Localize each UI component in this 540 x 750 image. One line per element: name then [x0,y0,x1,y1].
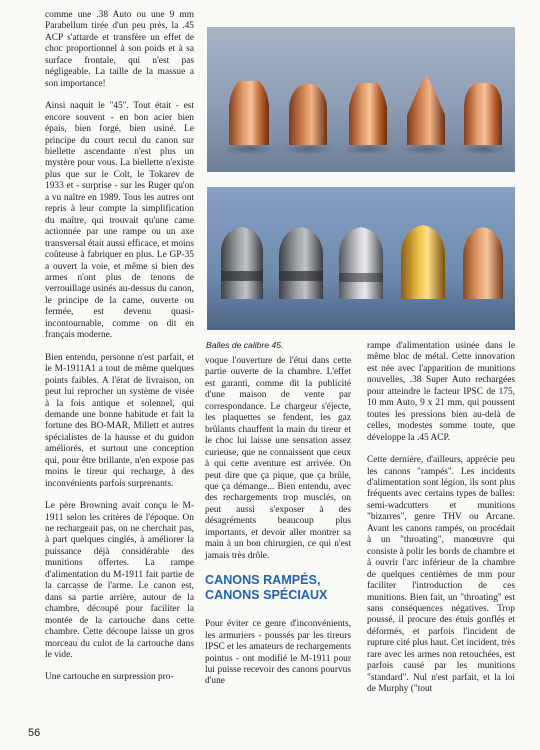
photo-copper-bullets [207,27,515,172]
paragraph: comme une .38 Auto ou une 9 mm Parabellum tirée d'un peu près, la .45 ACP s'attarde et transfère un effet de choc proportionnel à son poids et à sa surface frontale, qui n'est pas négligeable. La taille de la massue a son importance! [45,10,194,89]
copper-bullets-image [207,27,515,172]
right-column [367,341,515,707]
paragraph: rampe d'alimentation usinée dans le même bloc de métal. Cette innovation est née avec l'apparition de munitions nouvelles, .38 Super Auto rechargées pour atteindre le facteur IPSC de 175, 10 mm Auto, 9 x 21 mm, qui poussent toutes les pressions bien au-delà de celles, modestes somme toute, que développe la .45 ACP. [367,341,515,443]
left-column [45,10,194,695]
paragraph: Pour éviter ce genre d'inconvénients, les armuriers - poussés par les tireurs IPSC et les amateurs de rechargements pointus - ont modifié le M-1911 pour lui puisse recevoir des canons pourvus d'une [205,619,351,687]
section-heading: CANONS RAMPÉS, CANONS SPÉCIAUX [205,573,328,603]
paragraph: Bien entendu, personne n'est parfait, et le M-1911A1 a tout de même quelques points faibles. A l'état de livraison, on peut lui reprocher un système de visée à la fois antique et solennel, qui demande une bonne habitude et fait la fortune des BO-MAR, Millett et autres spécialistes de la hausse et du guidon améliorés, et surtout une conception qui, pour être brillante, n'en expose pas moins le tireur qui recharge, à des inconvénients parfois surprenants. [45,352,194,489]
page-number: 56 [28,727,41,739]
paragraph: voque l'ouverture de l'étui dans cette partie ouverte de la chambre. L'effet est garanti, comme dit la publicité d'une maison de vente par correspondance. Le chargeur s'éjecte, les plaquettes se fendent, les gaz brûlants chauffent la main du tireur et le choc lui laisse une sensation assez curieuse, que ne connaissent que ceux à qui cette aventure est arrivée. On peut dire que ça pique, que ça brûle, que ça démange... Bien entendu, avec des rechargements trop musclés, on peut aussi s'exposer à des désagréments beaucoup plus importants, et devoir aller montrer sa main à un bon chirurgien, ce qui n'est jamais très drôle. [205,356,351,561]
photo-cast-bullets [207,187,515,330]
paragraph: Cette dernière, d'ailleurs, apprécie peu les canons "rampés". Les incidents d'alimentation sont légion, ils sont plus fréquents avec certains types de balles: semi-wadcutters et munitions "bizarres", genre THV ou Arcane. Avant les canons rampés, on procédait à un "throating", manœuvre qui consiste à polir les bords de chambre et à ouvrir l'arc inférieur de la chambre de quelques centièmes de mm pour faciliter l'introduction de ces munitions. Bien fait, un "throating" est sans conséquences négatives. Trop poussé, il procure des étuis gonflés et déformés, et parfois l'incident de rupture cité plus haut. Cet incident, très rare avec les armes non retouchées, est parfois causé par les munitions "standard". Nul n'est parfait, et la loi de Murphy ("tout [367,455,515,695]
paragraph: Le père Browning avait conçu le M-1911 selon les critères de l'époque. On ne rechargeait pas, on ne cherchait pas, à part quelques cinglés, à améliorer la puissance déjà considérable des munitions offertes. La rampe d'alimentation du M-1911 fait partie de la carcasse de l'arme. Le canon est, dans sa partie arrière, autour de la chambre, découpé pour faciliter la montée de la cartouche dans cette chambre. Cette découpe laisse un gros morceau du culot de la cartouche dans le vide. [45,501,194,661]
cast-bullets-image [207,187,515,330]
middle-column [205,356,351,699]
paragraph: Ainsi naquit le "45". Tout était - est encore souvent - en bon acier bien épais, bien forgé, bien usiné. Le principe du court recul du canon sur biellette ascendante n'est plus un mystère pour vous. La biellette n'existe plus que sur le Colt, le Tokarev de 1933 et - surprise - sur les Ruger qu'on a vu naître en 1989. Tous les autres ont repris à leur compte la simplification du maître, qui trouvait qu'une came actionnée par une rampe ou un axe transversal était aussi efficace, et moins coûteuse à fabriquer en plus. Le GP-35 a ouvert la voie, et même si bien des armes n'ont plus de tenons de verrouillage usinés au-dessus du canon, le principe de la came, ouverte ou fermée, est devenu quasi-incontournable, comme on dit en français moderne. [45,101,194,341]
photo-caption: Balles de calibre 45. [206,340,284,350]
paragraph: Une cartouche en surpression pro- [45,672,174,683]
